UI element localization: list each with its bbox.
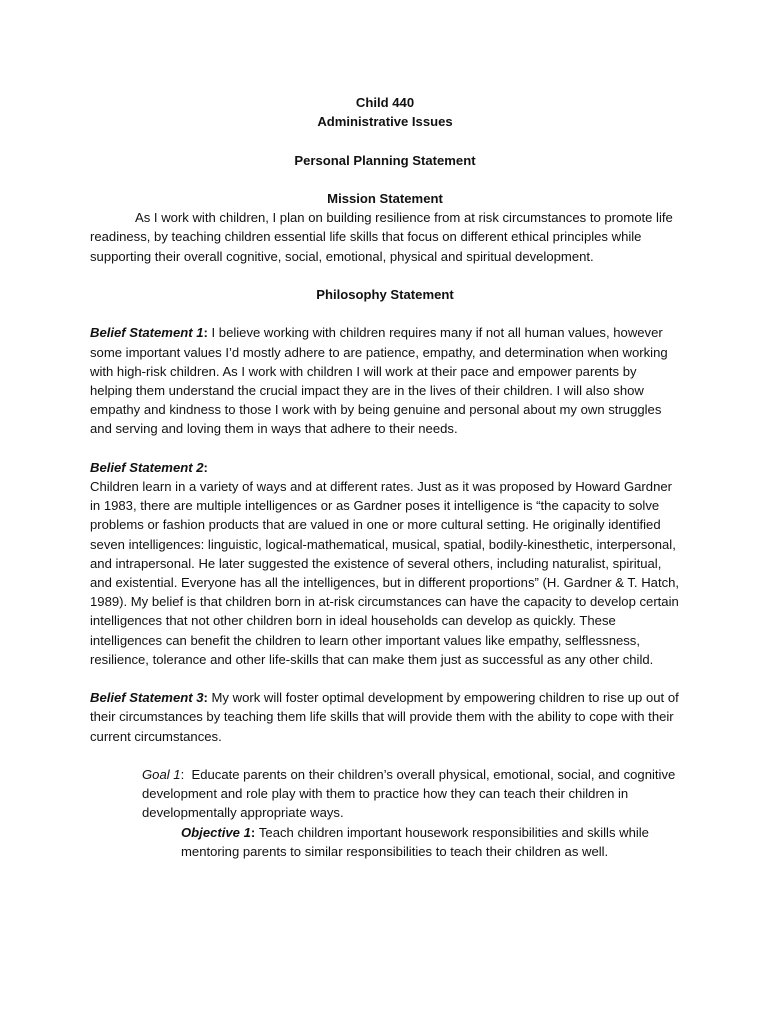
- objective-1: Objective 1: Teach children important housework responsibilities and skills while mentoring parents to similar responsibilities to teach their children as well.: [181, 824, 649, 859]
- objective-1-label: Objective 1: [181, 824, 251, 840]
- course-title: Child 440: [355, 95, 415, 110]
- belief-3-text: My work will foster optimal development by empowering children to rise up out of their circumstances by teaching them life skills that will provide them with the ability to cope with their current circumstances.: [90, 690, 679, 744]
- belief-statement-1: Belief Statement 1: I believe working with children requires many if not all human values, however some important values I’d mostly adhere to are patience, empathy, and determination when working with high-risk children. As I work with children I will work at their pace and empower parents by helping them understand the crucial impact they are in the lives of their children. I will also show empathy and kindness to those I work with by being genuine and personal about my own struggles and serving and loving them in ways that adhere to their needs.: [90, 325, 668, 437]
- goal-1-text: Educate parents on their children’s overall physical, emotional, social, and cognitive development and role play with them to practice how they can teach their children in developmentally appropriate ways.: [142, 767, 676, 821]
- mission-heading: Mission Statement: [327, 190, 443, 206]
- belief-2-text: Children learn in a variety of ways and at different rates. Just as it was proposed by Howard Gardner in 1983, there are multiple intelligences or as Gardner poses it intelligence is “the capacity to solve problems or fashion products that are valued in one or more cultural setting. He originally identified seven intelligences: linguistic, logical-mathematical, musical, spatial, bodily-kinesthetic, interpersonal, and intrapersonal. He later suggested the existence of several others, including naturalist, spiritual, and existential. Everyone has all the intelligences, but in different proportions” (H. Gardner & T. Hatch, 1989). My belief is that children born in at-risk circumstances can have the capacity to develop certain intelligences that not other children born in ideal households can develop as quickly. These intelligences can benefit the children to learn other important values like empathy, selflessness, resilience, tolerance and other life-skills that can make them just as successful as any other child.: [90, 478, 680, 667]
- goal-1-label: Goal 1: [142, 767, 181, 782]
- belief-statement-2-heading: Belief Statement 2:: [90, 459, 208, 475]
- course-subtitle: Administrative Issues: [317, 114, 453, 130]
- philosophy-heading: Philosophy Statement: [316, 286, 454, 302]
- belief-3-label: Belief Statement 3: [90, 690, 204, 706]
- mission-body: As I work with children, I plan on building resilience from at risk circumstances to promote life readiness, by teaching children essential life skills that focus on different ethical principles while supporting their overall cognitive, social, emotional, physical and spiritual development.: [90, 210, 673, 264]
- objective-1-text: Teach children important housework responsibilities and skills while mentoring parents to similar responsibilities to teach their children as well.: [181, 824, 649, 859]
- belief-statement-3: Belief Statement 3: My work will foster optimal development by empowering children to rise up out of their circumstances by teaching them life skills that will provide them with the ability to cope with their current circumstances.: [90, 690, 679, 744]
- document-body: [90, 93, 680, 861]
- document-title: Personal Planning Statement: [294, 152, 476, 168]
- belief-2-label: Belief Statement 2: [90, 459, 204, 475]
- goal-1: Goal 1: Educate parents on their children’s overall physical, emotional, social, and cognitive development and role play with them to practice how they can teach their children in developmentally appropriate ways.: [142, 767, 676, 821]
- belief-1-label: Belief Statement 1: [90, 325, 204, 341]
- belief-1-text: I believe working with children requires many if not all human values, however some important values I’d mostly adhere to are patience, empathy, and determination when working with high-risk children. As I work with children I will work at their pace and empower parents by helping them understand the crucial impact they are in the lives of their children. I will also show empathy and kindness to those I work with by being genuine and personal about my own struggles and serving and loving them in ways that adhere to their needs.: [90, 325, 668, 437]
